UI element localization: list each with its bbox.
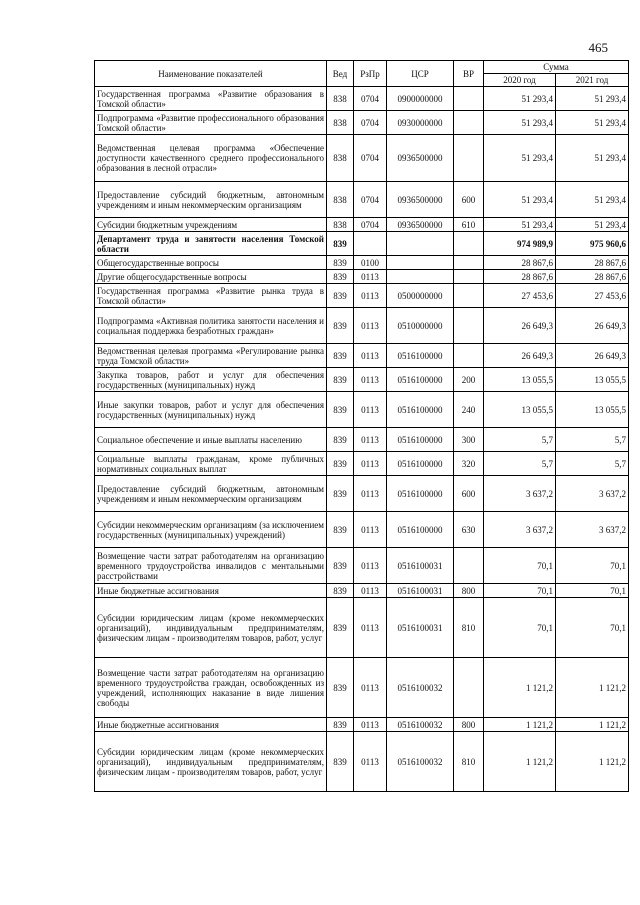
row-rzpr-cell: 0113	[354, 718, 387, 732]
row-2021-cell: 70,1	[556, 598, 629, 658]
row-2021-cell: 28 867,6	[556, 270, 629, 284]
table-row	[95, 428, 629, 452]
row-name-cell: Возмещение части затрат работодателям на организацию временного трудоустройства инвалидов с ментальными расстройствами	[95, 548, 327, 584]
row-vr-cell	[454, 87, 484, 111]
row-vr-cell	[454, 284, 484, 308]
table-row	[95, 368, 629, 392]
row-2021-cell: 975 960,6	[556, 232, 629, 256]
row-vr-cell: 810	[454, 598, 484, 658]
row-csr-cell: 0500000000	[387, 284, 454, 308]
table-row	[95, 658, 629, 718]
row-vr-cell	[454, 658, 484, 718]
row-name-cell: Государственная программа «Развитие образования в Томской области»	[95, 87, 327, 111]
row-csr-cell: 0936500000	[387, 218, 454, 232]
row-2020-cell: 974 989,9	[484, 232, 556, 256]
table-row	[95, 732, 629, 792]
row-vr-cell: 200	[454, 368, 484, 392]
row-ved-cell: 839	[327, 584, 354, 598]
row-2021-cell: 70,1	[556, 548, 629, 584]
row-name-cell: Субсидии юридическим лицам (кроме некоммерческих организаций), индивидуальным предпринимателям, физическим лицам - производителям товаров, работ, услуг	[95, 732, 327, 792]
row-2020-cell: 1 121,2	[484, 718, 556, 732]
row-2021-cell: 51 293,4	[556, 87, 629, 111]
row-ved-cell: 838	[327, 135, 354, 182]
table-row	[95, 284, 629, 308]
row-vr-cell: 320	[454, 452, 484, 476]
row-2020-cell: 26 649,3	[484, 344, 556, 368]
row-vr-cell	[454, 111, 484, 135]
row-name-cell: Субсидии некоммерческим организациям (за исключением государственных (муниципальных) учреждений)	[95, 512, 327, 548]
row-csr-cell: 0516100000	[387, 452, 454, 476]
row-2021-cell: 51 293,4	[556, 135, 629, 182]
header-name: Наименование показателей	[95, 61, 327, 87]
row-vr-cell: 240	[454, 392, 484, 428]
row-vr-cell: 300	[454, 428, 484, 452]
row-name-cell: Возмещение части затрат работодателям на организацию временного трудоустройства граждан, освобожденных из учреждений, исполняющих наказание в виде лишения свободы	[95, 658, 327, 718]
row-2020-cell: 70,1	[484, 548, 556, 584]
row-2021-cell: 51 293,4	[556, 111, 629, 135]
row-2020-cell: 1 121,2	[484, 658, 556, 718]
row-name-cell: Подпрограмма «Развитие профессионального образования Томской области»	[95, 111, 327, 135]
row-csr-cell: 0936500000	[387, 182, 454, 218]
row-2021-cell: 3 637,2	[556, 476, 629, 512]
table-row	[95, 87, 629, 111]
row-2020-cell: 51 293,4	[484, 111, 556, 135]
header-rzpr: РзПр	[354, 61, 387, 87]
row-ved-cell: 839	[327, 308, 354, 344]
row-2020-cell: 28 867,6	[484, 256, 556, 270]
row-2020-cell: 26 649,3	[484, 308, 556, 344]
row-name-cell: Иные бюджетные ассигнования	[95, 584, 327, 598]
row-ved-cell: 839	[327, 476, 354, 512]
header-sum: Сумма	[484, 61, 629, 74]
row-rzpr-cell: 0113	[354, 476, 387, 512]
row-vr-cell: 600	[454, 476, 484, 512]
row-csr-cell: 0516100032	[387, 658, 454, 718]
row-csr-cell: 0516100031	[387, 598, 454, 658]
header-csr: ЦСР	[387, 61, 454, 87]
row-ved-cell: 839	[327, 232, 354, 256]
header-2021: 2021 год	[556, 74, 629, 87]
row-rzpr-cell: 0113	[354, 512, 387, 548]
row-2020-cell: 51 293,4	[484, 182, 556, 218]
row-name-cell: Ведомственная целевая программа «Регулирование рынка труда Томской области»	[95, 344, 327, 368]
table-row	[95, 111, 629, 135]
header-vr: ВР	[454, 61, 484, 87]
row-2021-cell: 51 293,4	[556, 182, 629, 218]
row-2020-cell: 5,7	[484, 428, 556, 452]
table-row	[95, 584, 629, 598]
row-vr-cell: 800	[454, 584, 484, 598]
page-number: 465	[588, 40, 608, 55]
row-csr-cell: 0510000000	[387, 308, 454, 344]
row-ved-cell: 839	[327, 284, 354, 308]
row-rzpr-cell: 0113	[354, 732, 387, 792]
row-2021-cell: 1 121,2	[556, 658, 629, 718]
row-csr-cell: 0516100000	[387, 392, 454, 428]
row-ved-cell: 839	[327, 344, 354, 368]
row-2020-cell: 3 637,2	[484, 512, 556, 548]
row-2020-cell: 27 453,6	[484, 284, 556, 308]
row-2021-cell: 28 867,6	[556, 256, 629, 270]
row-2020-cell: 13 055,5	[484, 368, 556, 392]
table-row	[95, 182, 629, 218]
row-rzpr-cell: 0704	[354, 135, 387, 182]
row-2020-cell: 70,1	[484, 584, 556, 598]
row-ved-cell: 839	[327, 256, 354, 270]
row-rzpr-cell: 0113	[354, 368, 387, 392]
row-rzpr-cell: 0704	[354, 218, 387, 232]
row-csr-cell	[387, 270, 454, 284]
row-vr-cell	[454, 270, 484, 284]
row-name-cell: Закупка товаров, работ и услуг для обеспечения государственных (муниципальных) нужд	[95, 368, 327, 392]
row-name-cell: Социальные выплаты гражданам, кроме публичных нормативных социальных выплат	[95, 452, 327, 476]
row-rzpr-cell: 0704	[354, 87, 387, 111]
row-2021-cell: 1 121,2	[556, 732, 629, 792]
row-csr-cell: 0516100000	[387, 368, 454, 392]
row-rzpr-cell: 0113	[354, 548, 387, 584]
table-row	[95, 392, 629, 428]
row-ved-cell: 838	[327, 87, 354, 111]
table-row	[95, 218, 629, 232]
header-2020: 2020 год	[484, 74, 556, 87]
table-row	[95, 344, 629, 368]
row-rzpr-cell	[354, 232, 387, 256]
row-ved-cell: 839	[327, 658, 354, 718]
table-row	[95, 718, 629, 732]
row-2020-cell: 13 055,5	[484, 392, 556, 428]
row-2021-cell: 27 453,6	[556, 284, 629, 308]
row-vr-cell: 630	[454, 512, 484, 548]
row-2021-cell: 26 649,3	[556, 308, 629, 344]
row-2020-cell: 51 293,4	[484, 87, 556, 111]
row-csr-cell: 0516100031	[387, 584, 454, 598]
row-vr-cell	[454, 232, 484, 256]
row-csr-cell: 0936500000	[387, 135, 454, 182]
row-ved-cell: 839	[327, 392, 354, 428]
row-csr-cell: 0516100000	[387, 476, 454, 512]
row-2021-cell: 26 649,3	[556, 344, 629, 368]
row-2020-cell: 51 293,4	[484, 218, 556, 232]
row-csr-cell: 0516100031	[387, 548, 454, 584]
row-rzpr-cell: 0113	[354, 308, 387, 344]
row-ved-cell: 838	[327, 218, 354, 232]
row-ved-cell: 839	[327, 598, 354, 658]
row-2020-cell: 28 867,6	[484, 270, 556, 284]
row-name-cell: Социальное обеспечение и иные выплаты населению	[95, 428, 327, 452]
row-name-cell: Предоставление субсидий бюджетным, автономным учреждениям и иным некоммерческим организациям	[95, 182, 327, 218]
row-ved-cell: 839	[327, 718, 354, 732]
row-rzpr-cell: 0113	[354, 270, 387, 284]
row-2020-cell: 51 293,4	[484, 135, 556, 182]
table-row	[95, 308, 629, 344]
row-2020-cell: 1 121,2	[484, 732, 556, 792]
row-rzpr-cell: 0113	[354, 584, 387, 598]
row-2021-cell: 51 293,4	[556, 218, 629, 232]
row-2021-cell: 13 055,5	[556, 392, 629, 428]
row-name-cell: Департамент труда и занятости населения Томской области	[95, 232, 327, 256]
row-csr-cell: 0516100032	[387, 718, 454, 732]
row-2021-cell: 5,7	[556, 428, 629, 452]
row-csr-cell: 0516100000	[387, 512, 454, 548]
row-2020-cell: 70,1	[484, 598, 556, 658]
row-ved-cell: 838	[327, 111, 354, 135]
row-name-cell: Общегосударственные вопросы	[95, 256, 327, 270]
row-vr-cell: 600	[454, 182, 484, 218]
row-rzpr-cell: 0113	[354, 452, 387, 476]
row-vr-cell	[454, 256, 484, 270]
row-name-cell: Субсидии бюджетным учреждениям	[95, 218, 327, 232]
row-name-cell: Подпрограмма «Активная политика занятости населения и социальная поддержка безработных граждан»	[95, 308, 327, 344]
row-rzpr-cell: 0704	[354, 111, 387, 135]
row-name-cell: Ведомственная целевая программа «Обеспечение доступности качественного среднего профессионального образования в лесной отрасли»	[95, 135, 327, 182]
row-vr-cell	[454, 548, 484, 584]
row-rzpr-cell: 0113	[354, 428, 387, 452]
row-name-cell: Иные бюджетные ассигнования	[95, 718, 327, 732]
table-row	[95, 270, 629, 284]
table-row	[95, 512, 629, 548]
row-csr-cell: 0516100000	[387, 428, 454, 452]
row-2021-cell: 13 055,5	[556, 368, 629, 392]
row-ved-cell: 839	[327, 270, 354, 284]
table-row	[95, 256, 629, 270]
row-ved-cell: 838	[327, 182, 354, 218]
table-row	[95, 452, 629, 476]
table-body	[95, 87, 629, 792]
row-csr-cell: 0516100000	[387, 344, 454, 368]
table-row	[95, 232, 629, 256]
row-ved-cell: 839	[327, 368, 354, 392]
row-2020-cell: 5,7	[484, 452, 556, 476]
row-name-cell: Государственная программа «Развитие рынка труда в Томской области»	[95, 284, 327, 308]
row-csr-cell: 0930000000	[387, 111, 454, 135]
row-name-cell: Предоставление субсидий бюджетным, автономным учреждениям и иным некоммерческим организациям	[95, 476, 327, 512]
table-row	[95, 598, 629, 658]
row-rzpr-cell: 0100	[354, 256, 387, 270]
table-row	[95, 135, 629, 182]
row-ved-cell: 839	[327, 428, 354, 452]
row-2021-cell: 70,1	[556, 584, 629, 598]
row-name-cell: Субсидии юридическим лицам (кроме некоммерческих организаций), индивидуальным предпринимателям, физическим лицам - производителям товаров, работ, услуг	[95, 598, 327, 658]
row-vr-cell	[454, 308, 484, 344]
row-name-cell: Иные закупки товаров, работ и услуг для обеспечения государственных (муниципальных) нужд	[95, 392, 327, 428]
row-rzpr-cell: 0704	[354, 182, 387, 218]
row-ved-cell: 839	[327, 732, 354, 792]
row-2021-cell: 5,7	[556, 452, 629, 476]
row-csr-cell	[387, 256, 454, 270]
row-vr-cell: 800	[454, 718, 484, 732]
row-rzpr-cell: 0113	[354, 658, 387, 718]
row-2021-cell: 1 121,2	[556, 718, 629, 732]
row-rzpr-cell: 0113	[354, 284, 387, 308]
row-2021-cell: 3 637,2	[556, 512, 629, 548]
row-vr-cell: 810	[454, 732, 484, 792]
row-vr-cell: 610	[454, 218, 484, 232]
row-rzpr-cell: 0113	[354, 598, 387, 658]
row-csr-cell: 0516100032	[387, 732, 454, 792]
row-vr-cell	[454, 344, 484, 368]
row-csr-cell	[387, 232, 454, 256]
row-name-cell: Другие общегосударственные вопросы	[95, 270, 327, 284]
row-csr-cell: 0900000000	[387, 87, 454, 111]
header-ved: Вед	[327, 61, 354, 87]
row-rzpr-cell: 0113	[354, 392, 387, 428]
row-ved-cell: 839	[327, 548, 354, 584]
row-rzpr-cell: 0113	[354, 344, 387, 368]
budget-table	[94, 60, 629, 792]
row-2020-cell: 3 637,2	[484, 476, 556, 512]
table-row	[95, 476, 629, 512]
table-row	[95, 548, 629, 584]
row-vr-cell	[454, 135, 484, 182]
row-ved-cell: 839	[327, 512, 354, 548]
row-ved-cell: 839	[327, 452, 354, 476]
